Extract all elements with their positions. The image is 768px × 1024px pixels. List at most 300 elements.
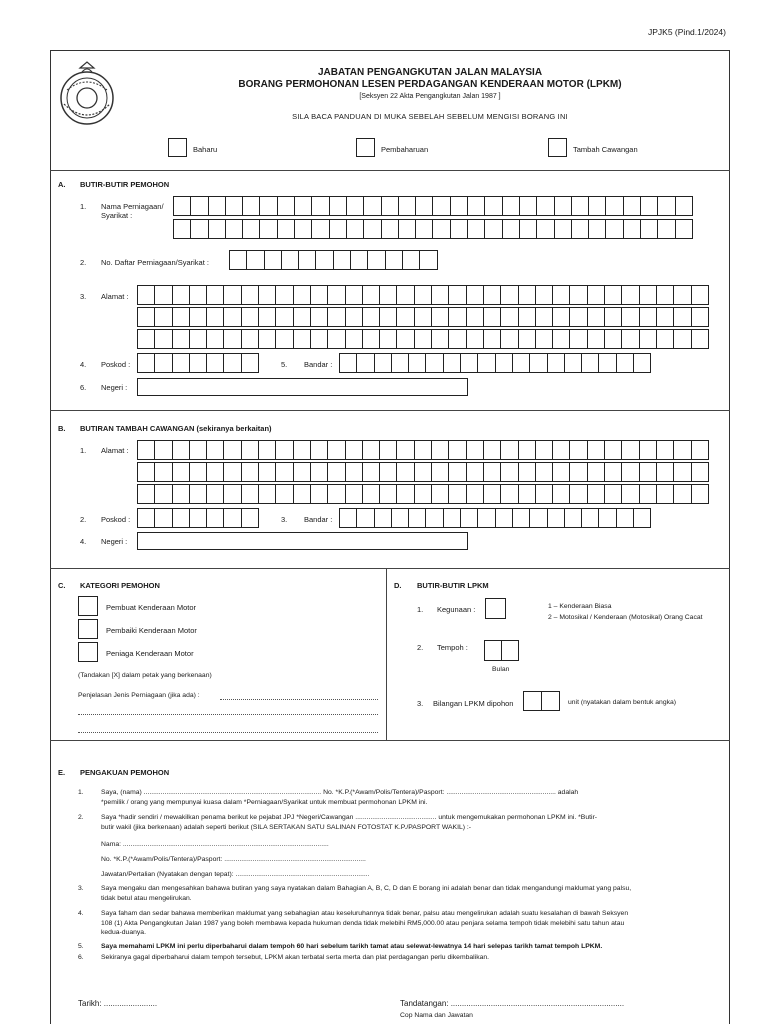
char-cell[interactable] xyxy=(258,484,276,504)
char-cell[interactable] xyxy=(581,353,599,373)
char-cell[interactable] xyxy=(656,285,674,305)
char-cell[interactable] xyxy=(206,440,224,460)
char-cell[interactable] xyxy=(466,329,484,349)
char-cell[interactable] xyxy=(259,196,277,216)
char-cell[interactable] xyxy=(277,196,295,216)
char-cell[interactable] xyxy=(587,329,605,349)
char-cell[interactable] xyxy=(656,462,674,482)
char-cell[interactable] xyxy=(443,353,461,373)
char-cell[interactable] xyxy=(432,219,450,239)
char-cell[interactable] xyxy=(604,440,622,460)
char-cell[interactable] xyxy=(518,307,536,327)
char-cell[interactable] xyxy=(425,353,443,373)
char-cell[interactable] xyxy=(294,196,312,216)
char-cell[interactable] xyxy=(500,285,518,305)
checkbox-dealer[interactable] xyxy=(78,642,98,662)
char-cell[interactable] xyxy=(519,196,537,216)
char-cell[interactable] xyxy=(605,219,623,239)
char-cell[interactable] xyxy=(621,484,639,504)
char-cell[interactable] xyxy=(356,353,374,373)
char-cell[interactable] xyxy=(223,353,241,373)
char-cell[interactable] xyxy=(172,285,190,305)
char-cell[interactable] xyxy=(466,440,484,460)
char-cell[interactable] xyxy=(310,307,328,327)
char-cell[interactable] xyxy=(345,329,363,349)
branch-address-grid-3[interactable] xyxy=(137,484,709,504)
char-cell[interactable] xyxy=(691,285,709,305)
char-cell[interactable] xyxy=(379,484,397,504)
rep-id-line[interactable]: No. *K.P.(*Awam/Polis/Tentera)/Pasport: ........................................................................... xyxy=(101,856,366,863)
char-cell[interactable] xyxy=(536,196,554,216)
state-field[interactable] xyxy=(137,378,468,396)
char-cell[interactable] xyxy=(154,508,172,528)
char-cell[interactable] xyxy=(414,484,432,504)
char-cell[interactable] xyxy=(362,484,380,504)
char-cell[interactable] xyxy=(327,484,345,504)
char-cell[interactable] xyxy=(529,508,547,528)
char-cell[interactable] xyxy=(448,462,466,482)
char-cell[interactable] xyxy=(414,285,432,305)
char-cell[interactable] xyxy=(483,462,501,482)
registration-no-grid[interactable] xyxy=(229,250,438,270)
char-cell[interactable] xyxy=(293,484,311,504)
char-cell[interactable] xyxy=(381,196,399,216)
char-cell[interactable] xyxy=(569,329,587,349)
char-cell[interactable] xyxy=(398,219,416,239)
char-cell[interactable] xyxy=(675,196,693,216)
char-cell[interactable] xyxy=(535,307,553,327)
char-cell[interactable] xyxy=(173,219,191,239)
char-cell[interactable] xyxy=(623,219,641,239)
char-cell[interactable] xyxy=(621,329,639,349)
char-cell[interactable] xyxy=(569,484,587,504)
char-cell[interactable] xyxy=(356,508,374,528)
char-cell[interactable] xyxy=(673,329,691,349)
char-cell[interactable] xyxy=(381,219,399,239)
char-cell[interactable] xyxy=(500,329,518,349)
char-cell[interactable] xyxy=(223,329,241,349)
char-cell[interactable] xyxy=(310,462,328,482)
char-cell[interactable] xyxy=(315,250,333,270)
char-cell[interactable] xyxy=(519,219,537,239)
char-cell[interactable] xyxy=(223,462,241,482)
char-cell[interactable] xyxy=(327,307,345,327)
char-cell[interactable] xyxy=(346,219,364,239)
char-cell[interactable] xyxy=(587,307,605,327)
char-cell[interactable] xyxy=(379,462,397,482)
char-cell[interactable] xyxy=(345,307,363,327)
char-cell[interactable] xyxy=(450,196,468,216)
char-cell[interactable] xyxy=(673,285,691,305)
char-cell[interactable] xyxy=(656,440,674,460)
char-cell[interactable] xyxy=(281,250,299,270)
char-cell[interactable] xyxy=(467,219,485,239)
char-cell[interactable] xyxy=(310,440,328,460)
business-type-line-1[interactable] xyxy=(220,699,378,700)
char-cell[interactable] xyxy=(419,250,437,270)
char-cell[interactable] xyxy=(310,285,328,305)
char-cell[interactable] xyxy=(258,307,276,327)
char-cell[interactable] xyxy=(552,440,570,460)
char-cell[interactable] xyxy=(518,484,536,504)
char-cell[interactable] xyxy=(241,462,259,482)
char-cell[interactable] xyxy=(512,353,530,373)
char-cell[interactable] xyxy=(571,219,589,239)
char-cell[interactable] xyxy=(581,508,599,528)
char-cell[interactable] xyxy=(208,196,226,216)
char-cell[interactable] xyxy=(500,462,518,482)
char-cell[interactable] xyxy=(569,285,587,305)
char-cell[interactable] xyxy=(564,508,582,528)
char-cell[interactable] xyxy=(396,462,414,482)
char-cell[interactable] xyxy=(241,307,259,327)
char-cell[interactable] xyxy=(477,353,495,373)
char-cell[interactable] xyxy=(483,440,501,460)
char-cell[interactable] xyxy=(154,462,172,482)
char-cell[interactable] xyxy=(379,329,397,349)
char-cell[interactable] xyxy=(396,484,414,504)
checkbox-pembaharuan[interactable] xyxy=(356,138,375,157)
char-cell[interactable] xyxy=(172,329,190,349)
char-cell[interactable] xyxy=(275,285,293,305)
char-cell[interactable] xyxy=(552,484,570,504)
char-cell[interactable] xyxy=(587,462,605,482)
char-cell[interactable] xyxy=(189,508,207,528)
char-cell[interactable] xyxy=(154,307,172,327)
count-box-2[interactable] xyxy=(541,691,560,711)
char-cell[interactable] xyxy=(477,508,495,528)
char-cell[interactable] xyxy=(362,462,380,482)
char-cell[interactable] xyxy=(242,196,260,216)
char-cell[interactable] xyxy=(137,484,155,504)
char-cell[interactable] xyxy=(310,329,328,349)
char-cell[interactable] xyxy=(223,285,241,305)
char-cell[interactable] xyxy=(258,329,276,349)
branch-city-grid[interactable] xyxy=(339,508,651,528)
char-cell[interactable] xyxy=(673,462,691,482)
char-cell[interactable] xyxy=(241,440,259,460)
char-cell[interactable] xyxy=(264,250,282,270)
char-cell[interactable] xyxy=(379,285,397,305)
char-cell[interactable] xyxy=(587,484,605,504)
char-cell[interactable] xyxy=(657,196,675,216)
char-cell[interactable] xyxy=(333,250,351,270)
char-cell[interactable] xyxy=(408,353,426,373)
char-cell[interactable] xyxy=(466,462,484,482)
char-cell[interactable] xyxy=(518,329,536,349)
char-cell[interactable] xyxy=(206,462,224,482)
char-cell[interactable] xyxy=(241,484,259,504)
char-cell[interactable] xyxy=(172,462,190,482)
char-cell[interactable] xyxy=(223,508,241,528)
char-cell[interactable] xyxy=(691,462,709,482)
char-cell[interactable] xyxy=(241,508,259,528)
char-cell[interactable] xyxy=(518,285,536,305)
char-cell[interactable] xyxy=(605,196,623,216)
char-cell[interactable] xyxy=(345,285,363,305)
char-cell[interactable] xyxy=(448,329,466,349)
char-cell[interactable] xyxy=(415,196,433,216)
char-cell[interactable] xyxy=(293,285,311,305)
char-cell[interactable] xyxy=(172,440,190,460)
char-cell[interactable] xyxy=(398,196,416,216)
char-cell[interactable] xyxy=(633,508,651,528)
char-cell[interactable] xyxy=(189,462,207,482)
char-cell[interactable] xyxy=(554,196,572,216)
char-cell[interactable] xyxy=(547,353,565,373)
business-name-grid-1[interactable] xyxy=(173,196,693,216)
char-cell[interactable] xyxy=(206,285,224,305)
char-cell[interactable] xyxy=(172,353,190,373)
char-cell[interactable] xyxy=(275,307,293,327)
char-cell[interactable] xyxy=(339,353,357,373)
char-cell[interactable] xyxy=(275,329,293,349)
char-cell[interactable] xyxy=(518,462,536,482)
char-cell[interactable] xyxy=(569,462,587,482)
char-cell[interactable] xyxy=(571,196,589,216)
char-cell[interactable] xyxy=(535,440,553,460)
char-cell[interactable] xyxy=(396,440,414,460)
char-cell[interactable] xyxy=(396,329,414,349)
char-cell[interactable] xyxy=(206,484,224,504)
char-cell[interactable] xyxy=(448,440,466,460)
char-cell[interactable] xyxy=(408,508,426,528)
char-cell[interactable] xyxy=(391,353,409,373)
char-cell[interactable] xyxy=(241,353,259,373)
char-cell[interactable] xyxy=(206,307,224,327)
char-cell[interactable] xyxy=(425,508,443,528)
char-cell[interactable] xyxy=(587,285,605,305)
char-cell[interactable] xyxy=(275,440,293,460)
char-cell[interactable] xyxy=(598,353,616,373)
branch-state-field[interactable] xyxy=(137,532,468,550)
char-cell[interactable] xyxy=(374,508,392,528)
char-cell[interactable] xyxy=(154,353,172,373)
checkbox-manufacturer[interactable] xyxy=(78,596,98,616)
char-cell[interactable] xyxy=(675,219,693,239)
char-cell[interactable] xyxy=(502,196,520,216)
char-cell[interactable] xyxy=(396,307,414,327)
char-cell[interactable] xyxy=(656,329,674,349)
char-cell[interactable] xyxy=(448,285,466,305)
char-cell[interactable] xyxy=(536,219,554,239)
char-cell[interactable] xyxy=(362,329,380,349)
char-cell[interactable] xyxy=(529,353,547,373)
char-cell[interactable] xyxy=(374,353,392,373)
char-cell[interactable] xyxy=(154,285,172,305)
char-cell[interactable] xyxy=(431,307,449,327)
char-cell[interactable] xyxy=(673,484,691,504)
usage-box[interactable] xyxy=(485,598,506,619)
char-cell[interactable] xyxy=(396,285,414,305)
char-cell[interactable] xyxy=(229,250,247,270)
char-cell[interactable] xyxy=(189,353,207,373)
char-cell[interactable] xyxy=(691,484,709,504)
branch-address-grid-2[interactable] xyxy=(137,462,709,482)
char-cell[interactable] xyxy=(639,440,657,460)
signature-line[interactable]: Tandatangan: .............................................................................. xyxy=(400,999,625,1008)
char-cell[interactable] xyxy=(483,307,501,327)
char-cell[interactable] xyxy=(431,484,449,504)
char-cell[interactable] xyxy=(621,285,639,305)
char-cell[interactable] xyxy=(448,307,466,327)
char-cell[interactable] xyxy=(414,462,432,482)
char-cell[interactable] xyxy=(346,196,364,216)
char-cell[interactable] xyxy=(258,285,276,305)
char-cell[interactable] xyxy=(656,307,674,327)
char-cell[interactable] xyxy=(242,219,260,239)
char-cell[interactable] xyxy=(225,196,243,216)
char-cell[interactable] xyxy=(639,462,657,482)
char-cell[interactable] xyxy=(604,484,622,504)
char-cell[interactable] xyxy=(633,353,651,373)
char-cell[interactable] xyxy=(484,219,502,239)
postcode-grid[interactable] xyxy=(137,353,259,373)
checkbox-tambah-cawangan[interactable] xyxy=(548,138,567,157)
char-cell[interactable] xyxy=(691,307,709,327)
char-cell[interactable] xyxy=(460,353,478,373)
char-cell[interactable] xyxy=(639,285,657,305)
address-grid-2[interactable] xyxy=(137,307,709,327)
char-cell[interactable] xyxy=(552,462,570,482)
city-grid[interactable] xyxy=(339,353,651,373)
char-cell[interactable] xyxy=(154,329,172,349)
char-cell[interactable] xyxy=(329,219,347,239)
char-cell[interactable] xyxy=(363,219,381,239)
char-cell[interactable] xyxy=(588,219,606,239)
business-type-line-3[interactable] xyxy=(78,732,378,733)
char-cell[interactable] xyxy=(547,508,565,528)
char-cell[interactable] xyxy=(241,285,259,305)
count-box-1[interactable] xyxy=(523,691,542,711)
char-cell[interactable] xyxy=(621,307,639,327)
char-cell[interactable] xyxy=(246,250,264,270)
char-cell[interactable] xyxy=(443,508,461,528)
char-cell[interactable] xyxy=(137,353,155,373)
char-cell[interactable] xyxy=(598,508,616,528)
char-cell[interactable] xyxy=(190,196,208,216)
char-cell[interactable] xyxy=(137,508,155,528)
char-cell[interactable] xyxy=(432,196,450,216)
char-cell[interactable] xyxy=(258,462,276,482)
char-cell[interactable] xyxy=(500,484,518,504)
char-cell[interactable] xyxy=(189,484,207,504)
char-cell[interactable] xyxy=(431,329,449,349)
char-cell[interactable] xyxy=(616,353,634,373)
char-cell[interactable] xyxy=(552,307,570,327)
char-cell[interactable] xyxy=(431,285,449,305)
char-cell[interactable] xyxy=(554,219,572,239)
char-cell[interactable] xyxy=(189,285,207,305)
char-cell[interactable] xyxy=(604,307,622,327)
char-cell[interactable] xyxy=(277,219,295,239)
rep-position-line[interactable]: Jawatan/Pertalian (Nyatakan dengan tepat): ....................................................................... xyxy=(101,871,370,878)
char-cell[interactable] xyxy=(275,484,293,504)
char-cell[interactable] xyxy=(208,219,226,239)
char-cell[interactable] xyxy=(311,196,329,216)
char-cell[interactable] xyxy=(362,307,380,327)
char-cell[interactable] xyxy=(350,250,368,270)
char-cell[interactable] xyxy=(172,508,190,528)
char-cell[interactable] xyxy=(154,440,172,460)
char-cell[interactable] xyxy=(535,329,553,349)
char-cell[interactable] xyxy=(502,219,520,239)
char-cell[interactable] xyxy=(552,285,570,305)
char-cell[interactable] xyxy=(414,307,432,327)
char-cell[interactable] xyxy=(367,250,385,270)
business-name-grid-2[interactable] xyxy=(173,219,693,239)
char-cell[interactable] xyxy=(640,219,658,239)
char-cell[interactable] xyxy=(293,329,311,349)
char-cell[interactable] xyxy=(466,285,484,305)
char-cell[interactable] xyxy=(154,484,172,504)
char-cell[interactable] xyxy=(172,307,190,327)
char-cell[interactable] xyxy=(311,219,329,239)
char-cell[interactable] xyxy=(345,440,363,460)
char-cell[interactable] xyxy=(431,440,449,460)
date-line[interactable]: Tarikh: ........................ xyxy=(78,999,158,1008)
char-cell[interactable] xyxy=(327,285,345,305)
char-cell[interactable] xyxy=(137,329,155,349)
char-cell[interactable] xyxy=(137,440,155,460)
branch-address-grid-1[interactable] xyxy=(137,440,709,460)
checkbox-baharu[interactable] xyxy=(168,138,187,157)
char-cell[interactable] xyxy=(206,508,224,528)
char-cell[interactable] xyxy=(362,440,380,460)
char-cell[interactable] xyxy=(691,329,709,349)
char-cell[interactable] xyxy=(483,484,501,504)
char-cell[interactable] xyxy=(466,484,484,504)
char-cell[interactable] xyxy=(172,484,190,504)
char-cell[interactable] xyxy=(621,440,639,460)
char-cell[interactable] xyxy=(616,508,634,528)
char-cell[interactable] xyxy=(500,440,518,460)
char-cell[interactable] xyxy=(604,462,622,482)
char-cell[interactable] xyxy=(190,219,208,239)
char-cell[interactable] xyxy=(431,462,449,482)
char-cell[interactable] xyxy=(327,462,345,482)
char-cell[interactable] xyxy=(402,250,420,270)
char-cell[interactable] xyxy=(495,353,513,373)
char-cell[interactable] xyxy=(379,440,397,460)
char-cell[interactable] xyxy=(673,307,691,327)
char-cell[interactable] xyxy=(345,462,363,482)
business-type-line-2[interactable] xyxy=(78,714,378,715)
char-cell[interactable] xyxy=(500,307,518,327)
char-cell[interactable] xyxy=(225,219,243,239)
char-cell[interactable] xyxy=(345,484,363,504)
char-cell[interactable] xyxy=(293,307,311,327)
char-cell[interactable] xyxy=(223,307,241,327)
char-cell[interactable] xyxy=(137,462,155,482)
period-box-2[interactable] xyxy=(501,640,519,661)
char-cell[interactable] xyxy=(223,440,241,460)
char-cell[interactable] xyxy=(310,484,328,504)
address-grid-3[interactable] xyxy=(137,329,709,349)
checkbox-repairer[interactable] xyxy=(78,619,98,639)
char-cell[interactable] xyxy=(327,440,345,460)
char-cell[interactable] xyxy=(535,285,553,305)
char-cell[interactable] xyxy=(623,196,641,216)
char-cell[interactable] xyxy=(535,462,553,482)
char-cell[interactable] xyxy=(483,329,501,349)
char-cell[interactable] xyxy=(639,329,657,349)
char-cell[interactable] xyxy=(588,196,606,216)
rep-name-line[interactable]: Nama: ............................................................................................................. xyxy=(101,841,329,848)
char-cell[interactable] xyxy=(414,440,432,460)
char-cell[interactable] xyxy=(448,484,466,504)
char-cell[interactable] xyxy=(483,285,501,305)
